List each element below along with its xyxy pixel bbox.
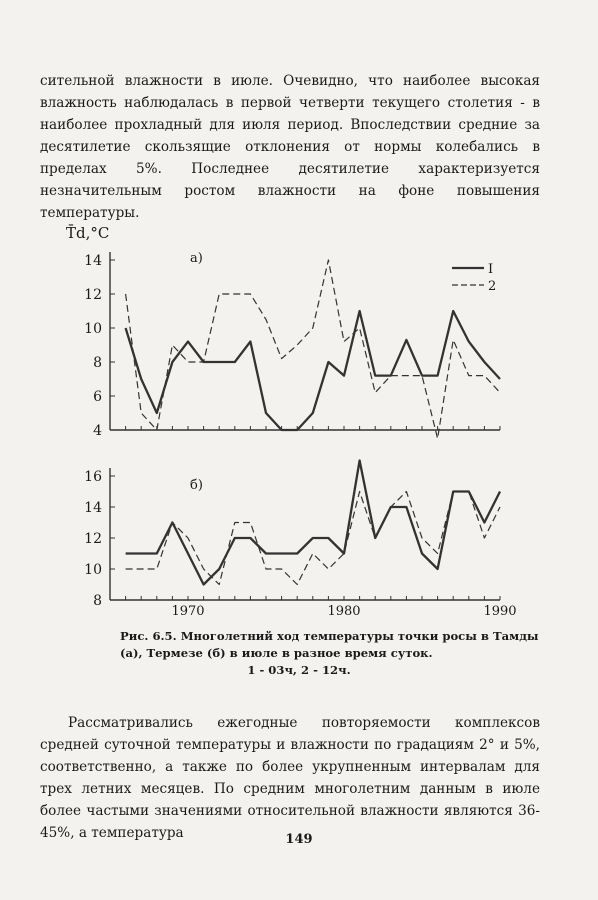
dew-point-figure [0, 218, 598, 618]
panel-label: б) [190, 478, 203, 493]
figure-caption-legend: 1 - 03ч, 2 - 12ч. [247, 663, 351, 677]
y-tick-label: 12 [84, 287, 102, 303]
y-tick-label: 12 [84, 531, 102, 547]
y-tick-label: 4 [93, 423, 102, 439]
y-tick-label: 8 [93, 355, 102, 371]
panel-a [66, 224, 500, 439]
y-tick-label: 16 [84, 469, 102, 485]
y-tick-label: 14 [84, 253, 102, 269]
page-number: 149 [285, 832, 313, 847]
panel-label: а) [190, 251, 203, 266]
figure-caption: Рис. 6.5. Многолетний ход температуры точки росы в Тамды (а), Термезе (б) в июле в разное время суток. [120, 629, 539, 660]
y-tick-label: 10 [84, 321, 102, 337]
y-tick-label: 14 [84, 500, 102, 516]
x-tick-label: 1980 [327, 604, 361, 618]
legend-label: I [488, 262, 494, 277]
x-tick-label: 1970 [171, 604, 205, 618]
panel-b [84, 461, 516, 619]
paragraph-top: сительной влажности в июле. Очевидно, что наиболее высокая влажность наблюдалась в первой четверти текущего столетия - в наиболее прохладный для июля период. Впоследствии средние за десятилетие скользящие отклонения от нормы колебались в пределах 5%. Последнее десятилетие характеризуется незначительным ростом влажности на фоне повышения температуры. [40, 73, 540, 221]
y-axis-label: T̄d,°C [66, 224, 110, 242]
legend-label: 2 [488, 279, 497, 294]
x-tick-label: 1990 [483, 604, 517, 618]
paragraph-bottom: Рассматривались ежегодные повторяемости комплексов средней суточной температуры и влажности по градациям 2° и 5%, соответственно, а также по более укрупненным интервалам для трех летних месяцев. По средним многолетним данным в июле более частыми значениями относительной влажности являются 36-45%, а температура [40, 715, 540, 841]
y-tick-label: 10 [84, 562, 102, 578]
series-line-solid [126, 461, 500, 585]
y-tick-label: 8 [93, 593, 102, 609]
y-tick-label: 6 [93, 389, 102, 405]
